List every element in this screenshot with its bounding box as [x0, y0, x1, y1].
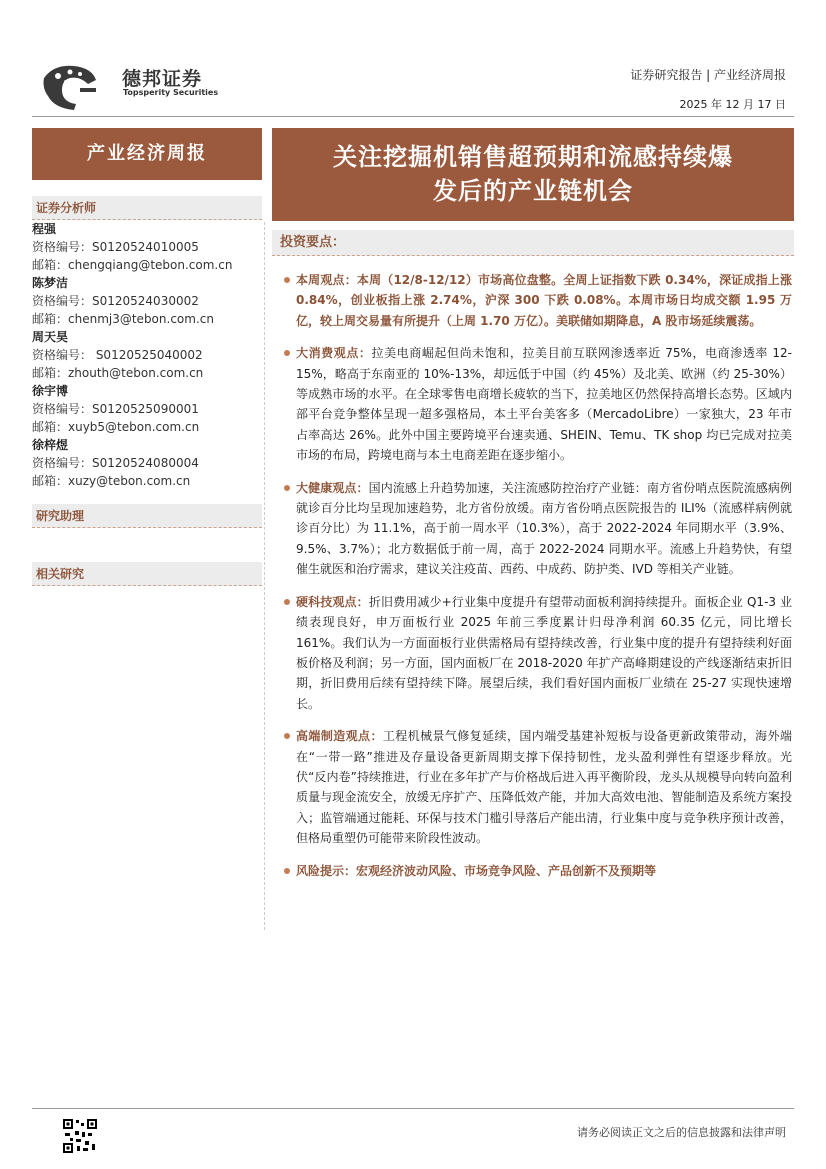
analyst-cert: 资格编号：S0120525090001: [32, 402, 199, 416]
company-name-en: Topsperity Securities: [123, 88, 219, 97]
sidebar: [32, 190, 262, 586]
report-date: 2025 年 12 月 17 日: [679, 98, 786, 111]
point-paragraph: [284, 270, 792, 331]
analyst-name: 徐宇博: [32, 384, 69, 398]
report-title: [272, 128, 794, 221]
point-label: 本周观点：: [296, 273, 357, 287]
analyst-email[interactable]: 邮箱：xuzy@tebon.com.cn: [32, 474, 191, 488]
point-paragraph: [284, 861, 792, 881]
analyst-entry: [32, 382, 262, 436]
bullet-icon: [284, 485, 290, 491]
analyst-entry: [32, 436, 262, 490]
analyst-list: [32, 220, 262, 490]
point-paragraph: [284, 343, 792, 465]
point-text: 国内流感上升趋势加速，关注流感防控治疗产业链：南方省份哨点医院流感病例就诊百分比均呈现加速趋势，北方省份放缓。南方省份哨点医院报告的 ILI%（流感样病例就诊百分比）为 11.1%，高于前一周水平（10.3%），高于 2022-2024 年同期水平（3.9%、9.5%、3.7%）；北方数据低于前一周，高于 2022-2024 同期水平。流感上升趋势快，有望催生就医和治疗需求，建议关注疫苗、西药、中成药、防护类、IVD 等相关产业链。: [296, 480, 792, 577]
analyst-name: 徐梓煜: [32, 438, 69, 452]
analyst-cert: 资格编号： S0120525040002: [32, 348, 203, 362]
bullet-icon: [284, 599, 290, 605]
company-name-cn: 德邦证券: [122, 68, 203, 90]
point-label: 高端制造观点：: [296, 729, 383, 744]
point-label: 大健康观点：: [296, 480, 369, 495]
point-paragraph: [284, 592, 792, 714]
point-text: 拉美电商崛起但尚未饱和，拉美目前互联网渗透率近 75%，电商渗透率 12-15%，略高于东南亚的 10%-13%，却远低于中国（约 45%）及北美、欧洲（约 25-30%）等成熟市场的水平。在全球零售电商增长疲软的当下，拉美地区仍然保持高增长态势。区域内部平台竞争整体呈现一超多强格局，本土平台美客多（MercadoLibre）一家独大，23 年市占率高达 26%。此外中国主要跨境平台速卖通、SHEIN、Temu、TK shop 均已完成对拉美市场的布局，跨境电商与本土电商差距在逐步缩小。: [296, 346, 792, 463]
point-label: 硬科技观点：: [296, 594, 369, 609]
point-label: 大消费观点：: [296, 346, 372, 361]
analyst-email[interactable]: 邮箱：chengqiang@tebon.com.cn: [32, 258, 233, 272]
analyst-email[interactable]: 邮箱：zhouth@tebon.com.cn: [32, 366, 204, 380]
bullet-icon: [284, 868, 290, 874]
bullet-icon: [284, 733, 290, 739]
company-logo-icon: [40, 58, 100, 112]
point-paragraph: [284, 726, 792, 848]
report-type: 证券研究报告 | 产业经济周报: [630, 68, 786, 82]
analyst-name: 程强: [32, 222, 57, 236]
analyst-name: 周天昊: [32, 330, 69, 344]
analyst-entry: [32, 328, 262, 382]
invest-heading: 投资要点：: [272, 230, 794, 256]
analyst-email[interactable]: 邮箱：chenmj3@tebon.com.cn: [32, 312, 214, 326]
point-text: 工程机械景气修复延续，国内端受基建补短板与设备更新政策带动，海外端在“一带一路”推进及存量设备更新周期支撑下保持韧性，龙头盈利弹性有望逐步释放。光伏“反内卷”持续推进，行业在多年扩产与价格战后进入再平衡阶段，龙头从规模导向转向盈利质量与现金流安全，放缓无序扩产、压降低效产能，并加大高效电池、智能制造及系统方案投入；监管端通过能耗、环保与技术门槛引导落后产能出清，行业集中度与竞争秩序预计改善，但格局重塑仍可能带来阶段性波动。: [296, 729, 792, 846]
title-line-2: 发后的产业链机会: [433, 177, 633, 205]
analyst-cert: 资格编号：S0120524030002: [32, 294, 199, 308]
related-heading: 相关研究: [32, 562, 262, 586]
analyst-cert: 资格编号：S0120524080004: [32, 456, 199, 470]
point-text: 本周（12/8-12/12）市场高位盘整。全周上证指数下跌 0.34%，深证成指上涨 0.84%，创业板指上涨 2.74%，沪深 300 下跌 0.08%。本周市场日均成交额 1.95 万亿，较上周交易量有所提升（上周 1.70 万亿）。美联储如期降息，A 股市场延续震荡。: [296, 273, 792, 328]
point-paragraph: [284, 478, 792, 580]
title-line-1: 关注挖掘机销售超预期和流感持续爆: [333, 143, 733, 171]
assistant-heading: 研究助理: [32, 504, 262, 528]
bullet-icon: [284, 277, 290, 283]
column-divider: [264, 222, 265, 930]
footer-divider: [32, 1108, 794, 1109]
header-divider: [32, 116, 794, 117]
point-text: 折旧费用减少+行业集中度提升有望带动面板利润持续提升。面板企业 Q1-3 业绩表现良好，申万面板行业 2025 年前三季度累计归母净利润 60.35 亿元，同比增长 161%。我们认为一方面面板行业供需格局有望持续改善，行业集中度的提升有望持续利好面板价格及利润；另一方面，国内面板厂在 2018-2020 年扩产高峰期建设的产线逐渐结束折旧期，折旧费用后续有望持续下降。展望后续，我们看好国内面板厂业绩在 25-27 实现快速增长。: [296, 594, 792, 711]
analyst-name: 陈梦洁: [32, 276, 69, 290]
analyst-entry: [32, 274, 262, 328]
investment-points: [284, 270, 792, 893]
analyst-email[interactable]: 邮箱：xuyb5@tebon.com.cn: [32, 420, 200, 434]
qr-code-icon: [62, 1118, 98, 1154]
point-label: 风险提示：: [296, 863, 357, 878]
bullet-icon: [284, 350, 290, 356]
analyst-cert: 资格编号：S0120524010005: [32, 240, 199, 254]
point-text: 宏观经济波动风险、市场竞争风险、产品创新不及预期等: [356, 863, 657, 878]
footer-disclaimer: 请务必阅读正文之后的信息披露和法律声明: [577, 1126, 786, 1139]
analyst-entry: [32, 220, 262, 274]
category-box: 产业经济周报: [32, 128, 262, 180]
analysts-heading: 证券分析师: [32, 196, 262, 220]
